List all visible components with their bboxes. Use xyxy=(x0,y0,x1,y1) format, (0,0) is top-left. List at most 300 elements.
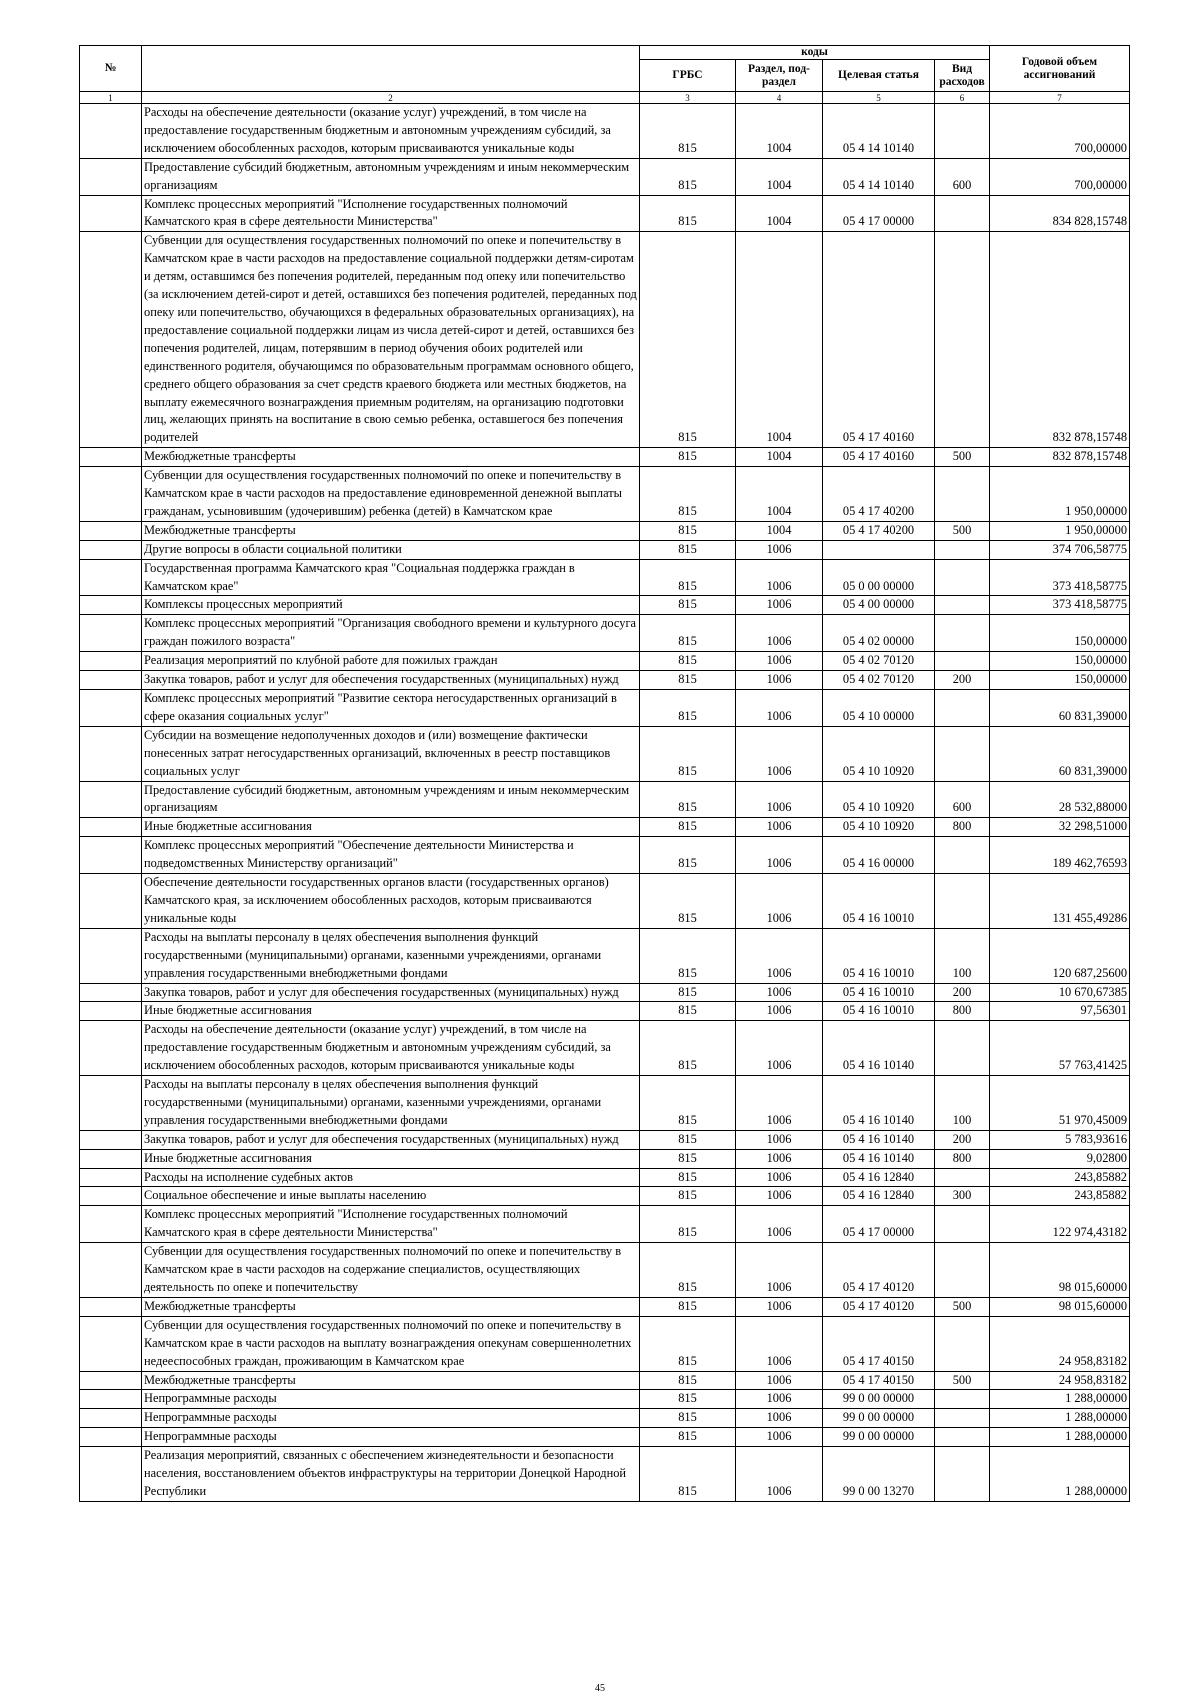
row-name-cell: Государственная программа Камчатского края "Социальная поддержка граждан в Камчатском крае" xyxy=(142,559,640,596)
row-number-cell xyxy=(80,1390,142,1409)
row-section-cell: 1006 xyxy=(736,928,823,983)
row-name-cell: Другие вопросы в области социальной политики xyxy=(142,540,640,559)
row-name-cell: Комплекс процессных мероприятий "Исполнение государственных полномочий Камчатского края в сфере деятельности Министерства" xyxy=(142,1206,640,1243)
table-row xyxy=(80,559,1130,596)
row-number-cell xyxy=(80,1021,142,1076)
table-row xyxy=(80,1243,1130,1298)
row-section-cell: 1006 xyxy=(736,837,823,874)
row-grbs-cell: 815 xyxy=(640,559,736,596)
row-type-cell: 800 xyxy=(935,1002,990,1021)
row-section-cell: 1006 xyxy=(736,818,823,837)
row-grbs-cell: 815 xyxy=(640,1002,736,1021)
row-section-cell: 1006 xyxy=(736,781,823,818)
row-name-cell: Расходы на обеспечение деятельности (оказание услуг) учреждений, в том числе на предоставление государственным бюджетным и автономным учреждениям субсидий, за исключением обособленных расходов, которым присваиваются уникальные коды xyxy=(142,104,640,159)
row-type-cell xyxy=(935,874,990,929)
header-section: Раздел, под-раздел xyxy=(736,60,823,92)
row-grbs-cell: 815 xyxy=(640,1371,736,1390)
row-section-cell: 1004 xyxy=(736,521,823,540)
row-target-cell: 05 4 17 40160 xyxy=(823,448,935,467)
row-type-cell xyxy=(935,596,990,615)
row-section-cell: 1006 xyxy=(736,1447,823,1502)
row-amount-cell: 374 706,58775 xyxy=(990,540,1130,559)
row-section-cell: 1004 xyxy=(736,467,823,522)
row-grbs-cell: 815 xyxy=(640,521,736,540)
row-target-cell: 05 4 17 40120 xyxy=(823,1243,935,1298)
row-type-cell: 500 xyxy=(935,448,990,467)
row-type-cell xyxy=(935,467,990,522)
row-name-cell: Реализация мероприятий по клубной работе для пожилых граждан xyxy=(142,652,640,671)
table-row xyxy=(80,232,1130,448)
row-type-cell: 800 xyxy=(935,818,990,837)
row-number-cell xyxy=(80,1149,142,1168)
row-target-cell: 05 4 17 40150 xyxy=(823,1316,935,1371)
row-section-cell: 1006 xyxy=(736,540,823,559)
row-grbs-cell: 815 xyxy=(640,690,736,727)
table-row xyxy=(80,448,1130,467)
row-number-cell xyxy=(80,1002,142,1021)
row-number-cell xyxy=(80,1130,142,1149)
row-amount-cell: 1 288,00000 xyxy=(990,1409,1130,1428)
row-amount-cell: 832 878,15748 xyxy=(990,448,1130,467)
row-amount-cell: 150,00000 xyxy=(990,652,1130,671)
table-row xyxy=(80,540,1130,559)
row-number-cell xyxy=(80,1297,142,1316)
row-section-cell: 1006 xyxy=(736,1371,823,1390)
row-grbs-cell: 815 xyxy=(640,652,736,671)
row-name-cell: Комплекс процессных мероприятий "Обеспечение деятельности Министерства и подведомственных Министерству организаций" xyxy=(142,837,640,874)
row-name-cell: Расходы на выплаты персоналу в целях обеспечения выполнения функций государственными (муниципальными) органами, казенными учреждениями, органами управления государственными внебюджетными фондами xyxy=(142,1076,640,1131)
row-grbs-cell: 815 xyxy=(640,818,736,837)
row-number-cell xyxy=(80,232,142,448)
table-header xyxy=(80,46,1130,104)
row-type-cell xyxy=(935,559,990,596)
row-amount-cell: 9,02800 xyxy=(990,1149,1130,1168)
table-row xyxy=(80,671,1130,690)
header-codes: коды xyxy=(640,46,990,60)
row-number-cell xyxy=(80,1428,142,1447)
row-grbs-cell: 815 xyxy=(640,1428,736,1447)
row-grbs-cell: 815 xyxy=(640,837,736,874)
column-numbers-row xyxy=(80,92,1130,104)
row-type-cell: 500 xyxy=(935,1371,990,1390)
row-type-cell xyxy=(935,726,990,781)
row-number-cell xyxy=(80,1316,142,1371)
row-name-cell: Непрограммные расходы xyxy=(142,1409,640,1428)
row-amount-cell: 1 288,00000 xyxy=(990,1428,1130,1447)
row-name-cell: Предоставление субсидий бюджетным, автономным учреждениям и иным некоммерческим организациям xyxy=(142,781,640,818)
row-name-cell: Межбюджетные трансферты xyxy=(142,1297,640,1316)
header-target: Целевая статья xyxy=(823,60,935,92)
row-number-cell xyxy=(80,781,142,818)
row-section-cell: 1006 xyxy=(736,596,823,615)
table-row xyxy=(80,874,1130,929)
row-target-cell: 05 4 02 70120 xyxy=(823,652,935,671)
row-amount-cell: 98 015,60000 xyxy=(990,1243,1130,1298)
table-row xyxy=(80,1447,1130,1502)
col-number: 2 xyxy=(142,92,640,104)
row-grbs-cell: 815 xyxy=(640,671,736,690)
row-number-cell xyxy=(80,1168,142,1187)
row-name-cell: Обеспечение деятельности государственных органов власти (государственных органов) Камчатского края, за исключением обособленных расходов, которым присваиваются уникальные коды xyxy=(142,874,640,929)
row-number-cell xyxy=(80,559,142,596)
row-name-cell: Закупка товаров, работ и услуг для обеспечения государственных (муниципальных) нужд xyxy=(142,1130,640,1149)
table-row xyxy=(80,1297,1130,1316)
row-target-cell: 05 4 10 10920 xyxy=(823,726,935,781)
row-type-cell: 500 xyxy=(935,1297,990,1316)
row-amount-cell: 24 958,83182 xyxy=(990,1316,1130,1371)
row-number-cell xyxy=(80,1076,142,1131)
row-target-cell xyxy=(823,540,935,559)
row-amount-cell: 51 970,45009 xyxy=(990,1076,1130,1131)
row-grbs-cell: 815 xyxy=(640,467,736,522)
row-type-cell: 200 xyxy=(935,671,990,690)
row-name-cell: Межбюджетные трансферты xyxy=(142,448,640,467)
row-type-cell: 600 xyxy=(935,158,990,195)
row-grbs-cell: 815 xyxy=(640,1297,736,1316)
row-section-cell: 1006 xyxy=(736,1168,823,1187)
col-number: 1 xyxy=(80,92,142,104)
row-type-cell xyxy=(935,837,990,874)
row-amount-cell: 10 670,67385 xyxy=(990,983,1130,1002)
row-name-cell: Комплекс процессных мероприятий "Организация свободного времени и культурного досуга граждан пожилого возраста" xyxy=(142,615,640,652)
row-type-cell: 100 xyxy=(935,1076,990,1131)
row-target-cell: 05 4 16 10140 xyxy=(823,1076,935,1131)
table-row xyxy=(80,1002,1130,1021)
row-target-cell: 05 4 17 00000 xyxy=(823,195,935,232)
table-row xyxy=(80,690,1130,727)
col-number: 6 xyxy=(935,92,990,104)
table-row xyxy=(80,158,1130,195)
row-section-cell: 1006 xyxy=(736,1390,823,1409)
row-grbs-cell: 815 xyxy=(640,1206,736,1243)
row-target-cell: 05 4 00 00000 xyxy=(823,596,935,615)
row-target-cell: 05 4 17 00000 xyxy=(823,1206,935,1243)
row-number-cell xyxy=(80,596,142,615)
row-amount-cell: 834 828,15748 xyxy=(990,195,1130,232)
table-row xyxy=(80,1130,1130,1149)
row-name-cell: Закупка товаров, работ и услуг для обеспечения государственных (муниципальных) нужд xyxy=(142,671,640,690)
row-name-cell: Межбюджетные трансферты xyxy=(142,521,640,540)
row-grbs-cell: 815 xyxy=(640,232,736,448)
row-number-cell xyxy=(80,540,142,559)
table-row xyxy=(80,726,1130,781)
row-name-cell: Предоставление субсидий бюджетным, автономным учреждениям и иным некоммерческим организациям xyxy=(142,158,640,195)
row-amount-cell: 57 763,41425 xyxy=(990,1021,1130,1076)
row-number-cell xyxy=(80,1243,142,1298)
row-target-cell: 05 4 16 10140 xyxy=(823,1021,935,1076)
row-grbs-cell: 815 xyxy=(640,596,736,615)
table-row xyxy=(80,615,1130,652)
row-grbs-cell: 815 xyxy=(640,781,736,818)
row-type-cell xyxy=(935,1409,990,1428)
row-amount-cell: 24 958,83182 xyxy=(990,1371,1130,1390)
row-type-cell xyxy=(935,232,990,448)
row-section-cell: 1006 xyxy=(736,671,823,690)
row-amount-cell: 1 288,00000 xyxy=(990,1447,1130,1502)
row-section-cell: 1004 xyxy=(736,158,823,195)
row-amount-cell: 5 783,93616 xyxy=(990,1130,1130,1149)
row-grbs-cell: 815 xyxy=(640,928,736,983)
row-name-cell: Иные бюджетные ассигнования xyxy=(142,1149,640,1168)
table-row xyxy=(80,467,1130,522)
row-section-cell: 1006 xyxy=(736,1021,823,1076)
row-section-cell: 1006 xyxy=(736,1428,823,1447)
row-type-cell xyxy=(935,195,990,232)
row-amount-cell: 28 532,88000 xyxy=(990,781,1130,818)
row-grbs-cell: 815 xyxy=(640,1076,736,1131)
table-row xyxy=(80,1021,1130,1076)
row-target-cell: 05 4 16 10140 xyxy=(823,1149,935,1168)
row-grbs-cell: 815 xyxy=(640,726,736,781)
table-row xyxy=(80,983,1130,1002)
row-target-cell: 99 0 00 13270 xyxy=(823,1447,935,1502)
col-number: 7 xyxy=(990,92,1130,104)
row-grbs-cell: 815 xyxy=(640,983,736,1002)
row-section-cell: 1004 xyxy=(736,195,823,232)
row-amount-cell: 122 974,43182 xyxy=(990,1206,1130,1243)
row-amount-cell: 700,00000 xyxy=(990,104,1130,159)
col-number: 5 xyxy=(823,92,935,104)
row-number-cell xyxy=(80,874,142,929)
row-grbs-cell: 815 xyxy=(640,1316,736,1371)
table-row xyxy=(80,652,1130,671)
row-type-cell: 600 xyxy=(935,781,990,818)
row-number-cell xyxy=(80,671,142,690)
row-name-cell: Субвенции для осуществления государственных полномочий по опеке и попечительству в Камчатском крае в части расходов на предоставление социальной поддержки детям-сиротам и детям, оставшимся без попечения родителей, переданным под опеку или попечительство (за исключением детей-сирот и детей, оставшихся без попечения родителей, переданных под опеку или попечительство, обучающихся в федеральных образовательных организациях), на предоставление социальной поддержки лицам из числа детей-сирот и детей, оставшихся без попечения родителей, лицам, потерявшим в период обучения обоих родителей или единственного родителя, обучающимся по образовательным программам основного общего, среднего общего образования за счет средств краевого бюджета или местных бюджетов, на выплату ежемесячного вознаграждения приемным родителям, на организацию подготовки лиц, желающих принять на воспитание в свою семью ребенка, оставшегося без попечения родителей xyxy=(142,232,640,448)
row-amount-cell: 150,00000 xyxy=(990,671,1130,690)
table-row xyxy=(80,928,1130,983)
row-type-cell xyxy=(935,540,990,559)
row-grbs-cell: 815 xyxy=(640,1390,736,1409)
row-target-cell: 05 4 14 10140 xyxy=(823,104,935,159)
row-grbs-cell: 815 xyxy=(640,1149,736,1168)
table-row xyxy=(80,781,1130,818)
row-amount-cell: 373 418,58775 xyxy=(990,559,1130,596)
row-target-cell: 05 4 17 40200 xyxy=(823,521,935,540)
row-section-cell: 1006 xyxy=(736,1409,823,1428)
table-row xyxy=(80,1206,1130,1243)
row-name-cell: Непрограммные расходы xyxy=(142,1390,640,1409)
row-section-cell: 1006 xyxy=(736,1316,823,1371)
row-type-cell xyxy=(935,1390,990,1409)
table-row xyxy=(80,1076,1130,1131)
row-amount-cell: 98 015,60000 xyxy=(990,1297,1130,1316)
header-name xyxy=(142,46,640,92)
row-type-cell xyxy=(935,690,990,727)
table-row xyxy=(80,1187,1130,1206)
row-grbs-cell: 815 xyxy=(640,1447,736,1502)
row-amount-cell: 32 298,51000 xyxy=(990,818,1130,837)
row-type-cell xyxy=(935,1428,990,1447)
row-type-cell xyxy=(935,1243,990,1298)
row-name-cell: Субвенции для осуществления государственных полномочий по опеке и попечительству в Камчатском крае в части расходов на предоставление единовременной денежной выплаты гражданам, усыновившим (удочерившим) ребенка (детей) в Камчатском крае xyxy=(142,467,640,522)
row-target-cell: 05 4 16 12840 xyxy=(823,1187,935,1206)
row-type-cell: 200 xyxy=(935,983,990,1002)
row-grbs-cell: 815 xyxy=(640,448,736,467)
header-grbs: ГРБС xyxy=(640,60,736,92)
row-target-cell: 05 4 16 10010 xyxy=(823,928,935,983)
table-row xyxy=(80,1149,1130,1168)
row-target-cell: 05 4 16 10010 xyxy=(823,983,935,1002)
row-amount-cell: 189 462,76593 xyxy=(990,837,1130,874)
row-grbs-cell: 815 xyxy=(640,104,736,159)
row-target-cell: 05 4 17 40160 xyxy=(823,232,935,448)
row-name-cell: Межбюджетные трансферты xyxy=(142,1371,640,1390)
row-amount-cell: 120 687,25600 xyxy=(990,928,1130,983)
table-row xyxy=(80,195,1130,232)
row-type-cell: 300 xyxy=(935,1187,990,1206)
row-section-cell: 1006 xyxy=(736,1297,823,1316)
header-type: Вид расходов xyxy=(935,60,990,92)
row-amount-cell: 700,00000 xyxy=(990,158,1130,195)
row-grbs-cell: 815 xyxy=(640,195,736,232)
table-row xyxy=(80,104,1130,159)
row-target-cell: 99 0 00 00000 xyxy=(823,1428,935,1447)
row-number-cell xyxy=(80,818,142,837)
row-name-cell: Субвенции для осуществления государственных полномочий по опеке и попечительству в Камчатском крае в части расходов на содержание специалистов, осуществляющих деятельность по опеке и попечительству xyxy=(142,1243,640,1298)
row-target-cell: 05 4 17 40200 xyxy=(823,467,935,522)
row-number-cell xyxy=(80,104,142,159)
row-section-cell: 1006 xyxy=(736,726,823,781)
table-row xyxy=(80,1371,1130,1390)
row-grbs-cell: 815 xyxy=(640,158,736,195)
row-amount-cell: 832 878,15748 xyxy=(990,232,1130,448)
row-name-cell: Комплексы процессных мероприятий xyxy=(142,596,640,615)
row-type-cell xyxy=(935,1206,990,1243)
row-name-cell: Реализация мероприятий, связанных с обеспечением жизнедеятельности и безопасности населения, восстановлением объектов инфраструктуры на территории Донецкой Народной Республики xyxy=(142,1447,640,1502)
table-row xyxy=(80,521,1130,540)
row-name-cell: Иные бюджетные ассигнования xyxy=(142,1002,640,1021)
row-name-cell: Закупка товаров, работ и услуг для обеспечения государственных (муниципальных) нужд xyxy=(142,983,640,1002)
row-number-cell xyxy=(80,615,142,652)
row-grbs-cell: 815 xyxy=(640,1243,736,1298)
row-name-cell: Непрограммные расходы xyxy=(142,1428,640,1447)
row-target-cell: 05 4 16 10010 xyxy=(823,874,935,929)
row-grbs-cell: 815 xyxy=(640,1409,736,1428)
row-target-cell: 99 0 00 00000 xyxy=(823,1390,935,1409)
budget-table xyxy=(79,45,1130,1502)
row-section-cell: 1006 xyxy=(736,690,823,727)
row-section-cell: 1006 xyxy=(736,1130,823,1149)
row-section-cell: 1006 xyxy=(736,983,823,1002)
row-name-cell: Иные бюджетные ассигнования xyxy=(142,818,640,837)
row-name-cell: Расходы на обеспечение деятельности (оказание услуг) учреждений, в том числе на предоставление государственным бюджетным и автономным учреждениям субсидий, за исключением обособленных расходов, которым присваиваются уникальные коды xyxy=(142,1021,640,1076)
row-section-cell: 1006 xyxy=(736,1187,823,1206)
row-grbs-cell: 815 xyxy=(640,615,736,652)
row-section-cell: 1006 xyxy=(736,874,823,929)
row-number-cell xyxy=(80,1447,142,1502)
row-amount-cell: 150,00000 xyxy=(990,615,1130,652)
row-amount-cell: 1 950,00000 xyxy=(990,467,1130,522)
row-section-cell: 1006 xyxy=(736,652,823,671)
table-row xyxy=(80,1409,1130,1428)
row-type-cell xyxy=(935,104,990,159)
row-target-cell: 05 4 14 10140 xyxy=(823,158,935,195)
row-section-cell: 1006 xyxy=(736,1076,823,1131)
row-type-cell: 100 xyxy=(935,928,990,983)
row-number-cell xyxy=(80,690,142,727)
row-target-cell: 99 0 00 00000 xyxy=(823,1409,935,1428)
table-row xyxy=(80,1316,1130,1371)
row-name-cell: Комплекс процессных мероприятий "Развитие сектора негосударственных организаций в сфере оказания социальных услуг" xyxy=(142,690,640,727)
row-grbs-cell: 815 xyxy=(640,874,736,929)
row-target-cell: 05 4 02 70120 xyxy=(823,671,935,690)
row-name-cell: Субвенции для осуществления государственных полномочий по опеке и попечительству в Камчатском крае в части расходов на выплату вознаграждения опекунам совершеннолетних недееспособных граждан, проживающим в Камчатском крае xyxy=(142,1316,640,1371)
row-type-cell: 200 xyxy=(935,1130,990,1149)
row-section-cell: 1004 xyxy=(736,104,823,159)
row-name-cell: Расходы на исполнение судебных актов xyxy=(142,1168,640,1187)
row-target-cell: 05 4 17 40120 xyxy=(823,1297,935,1316)
table-row xyxy=(80,818,1130,837)
table-row xyxy=(80,837,1130,874)
row-number-cell xyxy=(80,158,142,195)
row-number-cell xyxy=(80,726,142,781)
row-number-cell xyxy=(80,521,142,540)
col-number: 3 xyxy=(640,92,736,104)
col-number: 4 xyxy=(736,92,823,104)
header-amount: Годовой объем ассигнований xyxy=(990,46,1130,92)
row-number-cell xyxy=(80,1409,142,1428)
row-number-cell xyxy=(80,448,142,467)
row-number-cell xyxy=(80,837,142,874)
row-amount-cell: 373 418,58775 xyxy=(990,596,1130,615)
table-row xyxy=(80,1390,1130,1409)
row-amount-cell: 243,85882 xyxy=(990,1187,1130,1206)
row-type-cell xyxy=(935,1021,990,1076)
row-number-cell xyxy=(80,195,142,232)
row-grbs-cell: 815 xyxy=(640,540,736,559)
row-target-cell: 05 0 00 00000 xyxy=(823,559,935,596)
row-amount-cell: 1 950,00000 xyxy=(990,521,1130,540)
table-row xyxy=(80,1428,1130,1447)
row-name-cell: Комплекс процессных мероприятий "Исполнение государственных полномочий Камчатского края в сфере деятельности Министерства" xyxy=(142,195,640,232)
row-target-cell: 05 4 10 10920 xyxy=(823,818,935,837)
row-target-cell: 05 4 16 10140 xyxy=(823,1130,935,1149)
row-number-cell xyxy=(80,467,142,522)
row-number-cell xyxy=(80,1187,142,1206)
row-number-cell xyxy=(80,1371,142,1390)
row-section-cell: 1004 xyxy=(736,232,823,448)
row-section-cell: 1006 xyxy=(736,559,823,596)
row-grbs-cell: 815 xyxy=(640,1187,736,1206)
row-section-cell: 1006 xyxy=(736,1149,823,1168)
row-amount-cell: 243,85882 xyxy=(990,1168,1130,1187)
row-amount-cell: 60 831,39000 xyxy=(990,726,1130,781)
row-target-cell: 05 4 10 00000 xyxy=(823,690,935,727)
row-number-cell xyxy=(80,983,142,1002)
table-body xyxy=(80,104,1130,1502)
row-amount-cell: 60 831,39000 xyxy=(990,690,1130,727)
row-target-cell: 05 4 17 40150 xyxy=(823,1371,935,1390)
row-target-cell: 05 4 16 12840 xyxy=(823,1168,935,1187)
row-grbs-cell: 815 xyxy=(640,1168,736,1187)
row-name-cell: Расходы на выплаты персоналу в целях обеспечения выполнения функций государственными (муниципальными) органами, казенными учреждениями, органами управления государственными внебюджетными фондами xyxy=(142,928,640,983)
row-amount-cell: 131 455,49286 xyxy=(990,874,1130,929)
table-row xyxy=(80,596,1130,615)
row-target-cell: 05 4 10 10920 xyxy=(823,781,935,818)
row-type-cell xyxy=(935,652,990,671)
row-amount-cell: 1 288,00000 xyxy=(990,1390,1130,1409)
row-type-cell xyxy=(935,1447,990,1502)
row-target-cell: 05 4 02 00000 xyxy=(823,615,935,652)
row-type-cell: 500 xyxy=(935,521,990,540)
row-section-cell: 1006 xyxy=(736,615,823,652)
table-row xyxy=(80,1168,1130,1187)
row-grbs-cell: 815 xyxy=(640,1130,736,1149)
row-number-cell xyxy=(80,928,142,983)
row-type-cell xyxy=(935,1316,990,1371)
row-type-cell xyxy=(935,615,990,652)
